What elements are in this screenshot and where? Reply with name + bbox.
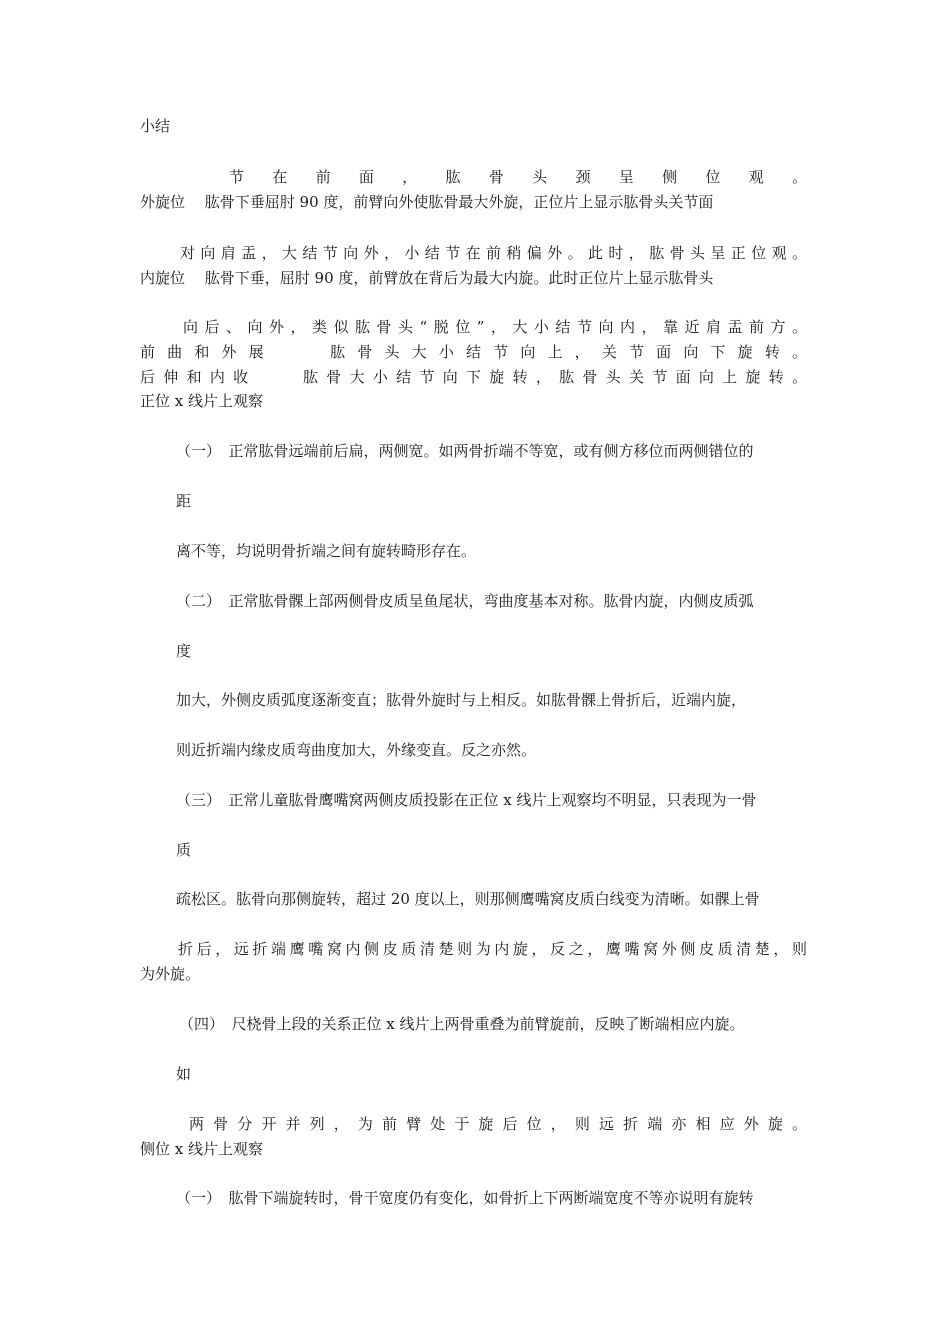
text-line: 度 xyxy=(176,642,192,660)
text-line: 前 曲 和 外 展 肱 骨 头 大 小 结 节 向 上 ， 关 节 面 向 下 旋 转 。 xyxy=(140,343,807,361)
text-line: 则近折端内缘皮质弯曲度加大，外缘变直。反之亦然。 xyxy=(176,741,537,759)
text-line: （四） 尺桡骨上段的关系正位 x 线片上两骨重叠为前臂旋前，反映了断端相应内旋。 xyxy=(179,1015,745,1033)
text-line: 折后，远折端鹰嘴窝内侧皮质清楚则为内旋，反之，鹰嘴窝外侧皮质清楚，则 xyxy=(178,940,807,958)
text-line: （一） 正常肱骨远端前后扁，两侧宽。如两骨折端不等宽，或有侧方移位而两侧错位的 xyxy=(176,442,754,460)
section-heading: 正位 x 线片上观察 xyxy=(140,392,263,410)
text-line: 如 xyxy=(176,1065,192,1083)
text-line: 外旋位 肱骨下垂屈肘 90 度，前臂向外使肱骨最大外旋，正位片上显示肱骨头关节面 xyxy=(140,193,714,211)
section-heading: 侧位 x 线片上观察 xyxy=(140,1140,263,1158)
text-line: 离不等，均说明骨折端之间有旋转畸形存在。 xyxy=(176,542,477,560)
text-line: 疏松区。肱骨向那侧旋转，超过 20 度以上，则那侧鹰嘴窝皮质白线变为清晰。如髁上骨 xyxy=(176,890,760,908)
text-line: （二） 正常肱骨髁上部两侧骨皮质呈鱼尾状，弯曲度基本对称。肱骨内旋，内侧皮质弧 xyxy=(176,592,754,610)
text-line: 加大，外侧皮质弧度逐渐变直；肱骨外旋时与上相反。如肱骨髁上骨折后，近端内旋， xyxy=(176,691,747,709)
text-line: 小结 xyxy=(140,117,171,135)
text-line: 内旋位 肱骨下垂，屈肘 90 度，前臂放在背后为最大内旋。此时正位片上显示肱骨头 xyxy=(140,269,714,287)
text-line: 为外旋。 xyxy=(140,965,201,983)
text-line: 质 xyxy=(176,841,192,859)
text-line: （三） 正常儿童肱骨鹰嘴窝两侧皮质投影在正位 x 线片上观察均不明显，只表现为一骨 xyxy=(176,791,757,809)
text-line: 距 xyxy=(176,492,192,510)
text-line: 两 骨 分 开 并 列 ， 为 前 臂 处 于 旋 后 位 ， 则 远 折 端 亦 相 应 外 旋 。 xyxy=(189,1115,807,1133)
text-line: 向后、向外，类似肱骨头“脱位”，大小结节向内，靠近肩盂前方。 xyxy=(183,318,807,336)
text-line: （一） 肱骨下端旋转时，骨干宽度仍有变化，如骨折上下两断端宽度不等亦说明有旋转 xyxy=(176,1189,754,1207)
text-line: 对向肩盂，大结节向外，小结节在前稍偏外。此时，肱骨头呈正位观。 xyxy=(180,244,807,262)
text-line: 后 伸 和 内 收 肱 骨 大 小 结 节 向 下 旋 转 ， 肱 骨 头 关 节 面 向 上 旋 转 。 xyxy=(140,368,807,386)
text-line: 节 在 前 面 ， 肱 骨 头 颈 呈 侧 位 观 。 xyxy=(229,168,807,186)
